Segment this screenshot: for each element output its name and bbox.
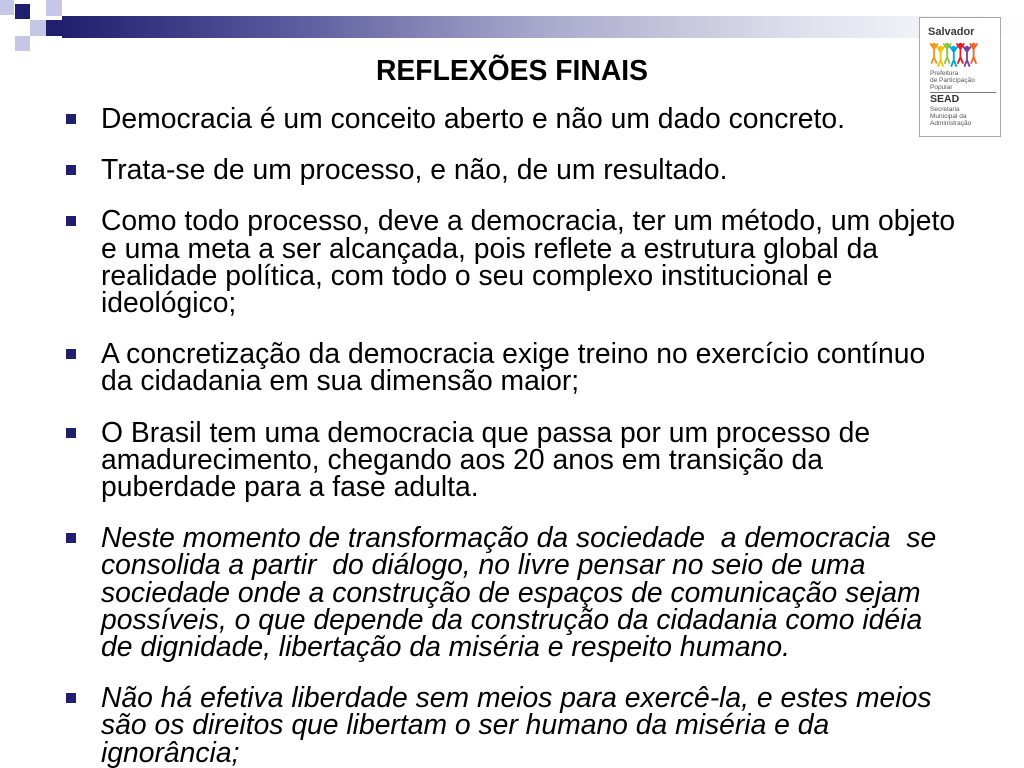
bullet-text-line: amadurecimento, chegando aos 20 anos em transição da bbox=[101, 442, 824, 475]
decor-square-lavender bbox=[0, 0, 14, 15]
square-bullet-icon bbox=[66, 428, 76, 438]
logo-figure bbox=[950, 46, 957, 66]
bullet-item-5 bbox=[101, 415, 981, 503]
square-bullet-icon bbox=[66, 533, 76, 543]
bullet-item-7 bbox=[101, 681, 981, 768]
bullet-text-line: de dignidade, libertação da miséria e respeito humano. bbox=[101, 630, 790, 663]
bullet-text-line: são os direitos que libertam o ser humano da miséria e da bbox=[101, 708, 830, 741]
bullet-item-6 bbox=[101, 521, 981, 663]
bullet-text-line: puberdade para a fase adulta. bbox=[101, 470, 479, 503]
square-bullet-icon bbox=[66, 349, 76, 359]
bullet-text-line: Democracia é um conceito aberto e não um dado concreto. bbox=[101, 102, 845, 134]
logo-subtitle bbox=[930, 70, 975, 91]
bullet-text-line: da cidadania em sua dimensão maior; bbox=[101, 364, 580, 397]
bullet-text-line: ignorância; bbox=[101, 735, 240, 768]
bullet-text-line: Como todo processo, deve a democracia, ter um método, um objeto bbox=[101, 204, 956, 237]
logo-dept-line: Secretaria bbox=[930, 106, 960, 113]
bullet-item-4 bbox=[101, 337, 981, 397]
logo-figure bbox=[944, 43, 951, 63]
square-bullet-icon bbox=[66, 165, 76, 175]
bullet-text-line: possíveis, o que depende da construção da cidadania como idéia bbox=[101, 602, 923, 635]
logo-figure bbox=[931, 43, 938, 63]
logo-people-graphic bbox=[930, 40, 978, 68]
decor-square-lavender bbox=[15, 36, 30, 51]
slide-title: REFLEXÕES FINAIS bbox=[376, 54, 648, 86]
bullet-text-line: ideológico; bbox=[101, 286, 237, 319]
bullet-text-line: A concretização da democracia exige treino no exercício contínuo bbox=[101, 337, 926, 370]
bullet-text-line: sociedade onde a construção de espaços de comunicação sejam bbox=[101, 575, 921, 608]
bullet-text-line: Neste momento de transformação da sociedade a democracia se bbox=[101, 521, 937, 554]
logo-subtitle-line: Popular bbox=[930, 84, 953, 91]
logo-figure bbox=[957, 43, 964, 63]
logo-city-name: Salvador bbox=[928, 26, 975, 38]
bullet-list bbox=[101, 102, 981, 768]
decor-square-lavender bbox=[30, 20, 46, 36]
decor-square-lavender bbox=[46, 0, 62, 16]
bullet-text-line: Não há efetiva liberdade sem meios para exercê-la, e estes meios bbox=[101, 681, 932, 714]
square-bullet-icon bbox=[66, 216, 76, 226]
logo-subtitle-line: de Participação bbox=[930, 77, 975, 84]
logo-dept-subtitle bbox=[930, 106, 971, 127]
logo-figure bbox=[970, 43, 977, 63]
sead-logo bbox=[919, 17, 1001, 137]
corner-squares-decoration bbox=[0, 0, 62, 52]
bullet-item-1 bbox=[101, 102, 981, 134]
logo-dept-line: Administração bbox=[930, 120, 972, 127]
decor-square-navy bbox=[15, 4, 30, 19]
logo-dept-line: Municipal da bbox=[930, 113, 967, 120]
bullet-text-line: consolida a partir do diálogo, no livre pensar no seio de uma bbox=[101, 548, 866, 581]
bullet-item-3 bbox=[101, 204, 981, 319]
bullet-text-line: realidade política, com todo o seu complexo institucional e bbox=[101, 258, 833, 291]
logo-dept-name: SEAD bbox=[930, 93, 960, 105]
header-gradient-band bbox=[62, 16, 1024, 38]
decor-square-navy bbox=[46, 20, 62, 36]
bullet-item-2 bbox=[101, 153, 981, 186]
bullet-text-line: e uma meta a ser alcançada, pois reflete a estrutura global da bbox=[101, 231, 879, 264]
logo-figure bbox=[964, 46, 971, 66]
bullet-text-line: Trata-se de um processo, e não, de um resultado. bbox=[101, 153, 728, 186]
logo-subtitle-line: Prefeitura bbox=[930, 70, 959, 77]
logo-figure bbox=[937, 46, 944, 66]
square-bullet-icon bbox=[66, 693, 76, 703]
bullet-text-line: O Brasil tem uma democracia que passa por um processo de bbox=[101, 415, 871, 448]
square-bullet-icon bbox=[66, 114, 76, 124]
